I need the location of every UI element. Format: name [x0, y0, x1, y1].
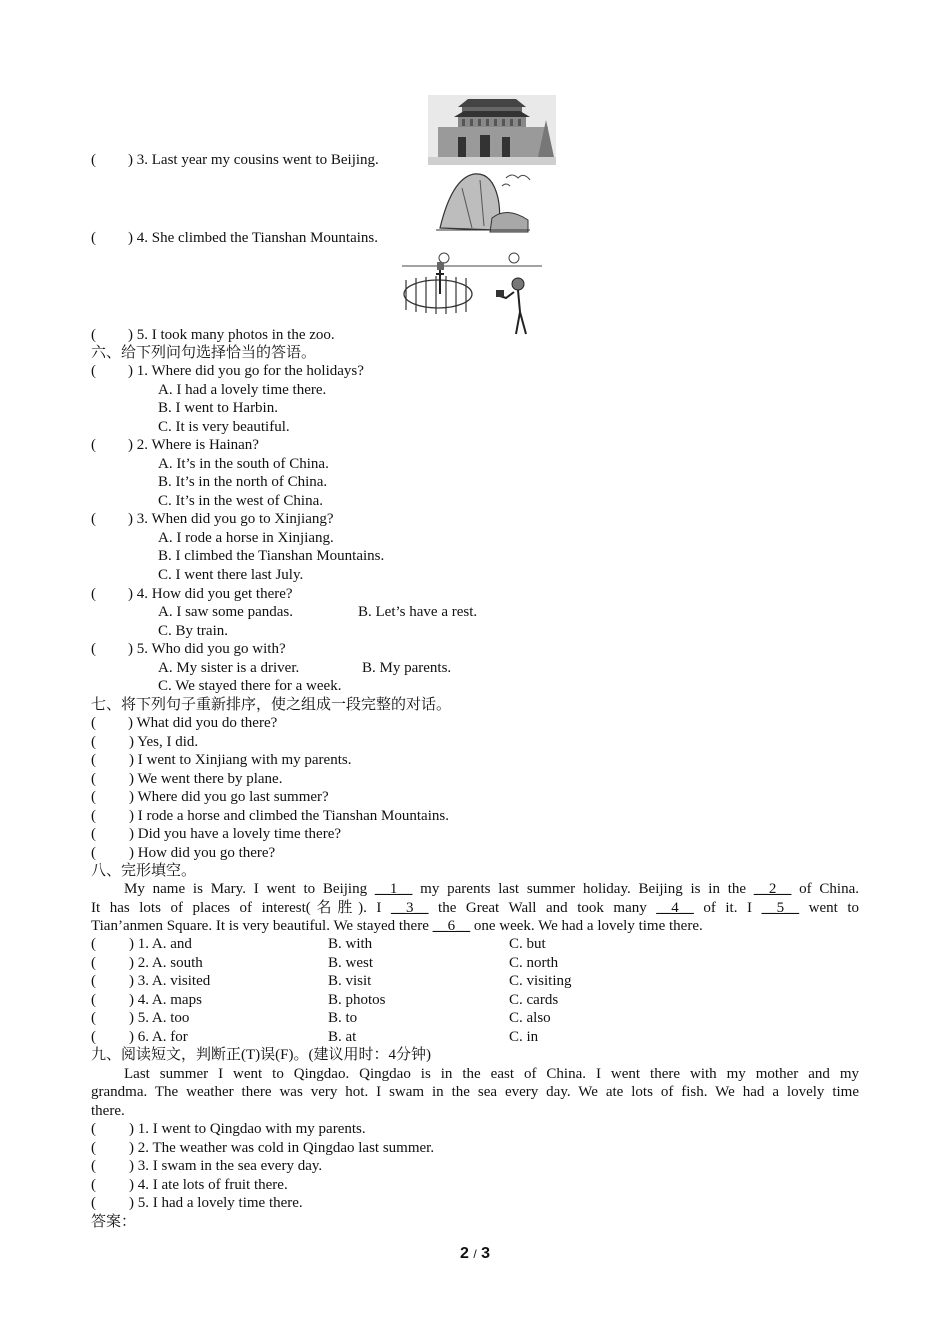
- s7-line-6: ( ) I rode a horse and climbed the Tianshan Mountains.: [91, 808, 449, 824]
- s8-option-2-b: B. west: [328, 955, 373, 971]
- s8-option-3-b: B. visit: [328, 973, 372, 989]
- s6-q1-b: B. I went to Harbin.: [158, 400, 278, 416]
- s7-line-4: ( ) We went there by plane.: [91, 771, 283, 787]
- s6-heading: 六、给下列问句选择恰当的答语。: [91, 345, 317, 361]
- s7-line-2: ( ) Yes, I did.: [91, 734, 199, 750]
- cloze-blank-1[interactable]: __1__: [374, 881, 413, 897]
- s9-line-4: ( ) 4. I ate lots of fruit there.: [91, 1177, 288, 1193]
- s8-option-5: ( ) 5. A. too: [91, 1010, 190, 1026]
- s9-line-1: ( ) 1. I went to Qingdao with my parents.: [91, 1121, 366, 1137]
- s8-option-6-c: C. in: [509, 1029, 539, 1045]
- s8-option-4: ( ) 4. A. maps: [91, 992, 202, 1008]
- s9-line-2: ( ) 2. The weather was cold in Qingdao last summer.: [91, 1140, 435, 1156]
- s8-heading: 八、完形填空。: [91, 863, 197, 879]
- s8-passage-line-2: It has lots of places of interest(名胜). I __3__ the Great Wall and took many __4__ of it. I __5__ went to: [91, 900, 860, 916]
- s6-q2-c: C. It’s in the west of China.: [158, 493, 323, 509]
- q5-line-3: ( ) 3. Last year my cousins went to Beijing.: [91, 152, 379, 168]
- page-current: 2: [459, 1245, 469, 1262]
- cloze-blank-3[interactable]: __3__: [390, 900, 429, 916]
- s9-passage-line-2: grandma. The weather there was very hot. I swam in the sea every day. We ate lots of fish. We had a lovely time: [91, 1084, 859, 1100]
- s6-q4-b: B. Let’s have a rest.: [358, 604, 478, 620]
- cloze-blank-4[interactable]: __4__: [656, 900, 694, 916]
- page-number: [0, 1245, 950, 1264]
- s6-q4-a: A. I saw some pandas.: [158, 604, 293, 620]
- s7-line-3: ( ) I went to Xinjiang with my parents.: [91, 752, 352, 768]
- s7-line-5: ( ) Where did you go last summer?: [91, 789, 329, 805]
- s8-option-3-c: C. visiting: [509, 973, 572, 989]
- s6-q1: ( ) 1. Where did you go for the holidays?: [91, 363, 364, 379]
- s8-option-5-b: B. to: [328, 1010, 358, 1026]
- s9-line-3: ( ) 3. I swam in the sea every day.: [91, 1158, 323, 1174]
- s8-option-6: ( ) 6. A. for: [91, 1029, 188, 1045]
- s6-q3-c: C. I went there last July.: [158, 567, 304, 583]
- tianshan-mountain-picture: [432, 168, 532, 238]
- s7-heading: 七、将下列句子重新排序，使之组成一段完整的对话。: [91, 697, 452, 713]
- s9-heading: 九、阅读短文，判断正(T)误(F)。(建议用时：4分钟): [91, 1047, 431, 1063]
- s8-option-6-b: B. at: [328, 1029, 357, 1045]
- s8-option-3: ( ) 3. A. visited: [91, 973, 211, 989]
- s7-line-8: ( ) How did you go there?: [91, 845, 276, 861]
- s6-q5-c: C. We stayed there for a week.: [158, 678, 342, 694]
- s7-line-1: ( ) What did you do there?: [91, 715, 278, 731]
- s6-q4-c: C. By train.: [158, 623, 228, 639]
- s6-q2-a: A. It’s in the south of China.: [158, 456, 329, 472]
- s6-q5-b: B. My parents.: [362, 660, 452, 676]
- s6-q5-a: A. My sister is a driver.: [158, 660, 300, 676]
- page-separator: /: [473, 1247, 477, 1261]
- tiananmen-picture: [428, 95, 556, 165]
- s8-option-5-c: C. also: [509, 1010, 551, 1026]
- q5-line-4: ( ) 4. She climbed the Tianshan Mountains.: [91, 230, 378, 246]
- s8-option-1-c: C. but: [509, 936, 546, 952]
- s6-q2: ( ) 2. Where is Hainan?: [91, 437, 259, 453]
- s8-option-1: ( ) 1. A. and: [91, 936, 192, 952]
- s6-q1-a: A. I had a lovely time there.: [158, 382, 327, 398]
- cloze-blank-5[interactable]: __5__: [761, 900, 800, 916]
- s8-passage-line-1: My name is Mary. I went to Beijing __1__ my parents last summer holiday. Beijing is in the __2__ of China.: [124, 881, 859, 897]
- s6-q3-a: A. I rode a horse in Xinjiang.: [158, 530, 334, 546]
- q5-line-5: ( ) 5. I took many photos in the zoo.: [91, 327, 335, 343]
- s6-q3: ( ) 3. When did you go to Xinjiang?: [91, 511, 334, 527]
- s6-q2-b: B. It’s in the north of China.: [158, 474, 328, 490]
- s9-line-5: ( ) 5. I had a lovely time there.: [91, 1195, 303, 1211]
- cloze-blank-2[interactable]: __2__: [753, 881, 792, 897]
- s8-option-4-b: B. photos: [328, 992, 386, 1008]
- s8-option-2: ( ) 2. A. south: [91, 955, 203, 971]
- s8-option-2-c: C. north: [509, 955, 559, 971]
- zoo-photo-picture: [402, 250, 542, 340]
- s9-passage-line-3: there.: [91, 1103, 125, 1119]
- s6-q4: ( ) 4. How did you get there?: [91, 586, 293, 602]
- cloze-blank-6[interactable]: __6__: [432, 918, 471, 934]
- s6-q5: ( ) 5. Who did you go with?: [91, 641, 286, 657]
- s8-option-1-b: B. with: [328, 936, 373, 952]
- s8-passage-line-3: Tian’anmen Square. It is very beautiful. We stayed there __6__ one week. We had a lovely time there.: [91, 918, 703, 934]
- answer-label: 答案：: [91, 1214, 137, 1230]
- s9-passage-line-1: Last summer I went to Qingdao. Qingdao is in the east of China. I went there with my mother and my: [124, 1066, 859, 1082]
- s8-option-4-c: C. cards: [509, 992, 559, 1008]
- s7-line-7: ( ) Did you have a lovely time there?: [91, 826, 342, 842]
- page-total: 3: [481, 1245, 491, 1262]
- s6-q3-b: B. I climbed the Tianshan Mountains.: [158, 548, 385, 564]
- s6-q1-c: C. It is very beautiful.: [158, 419, 290, 435]
